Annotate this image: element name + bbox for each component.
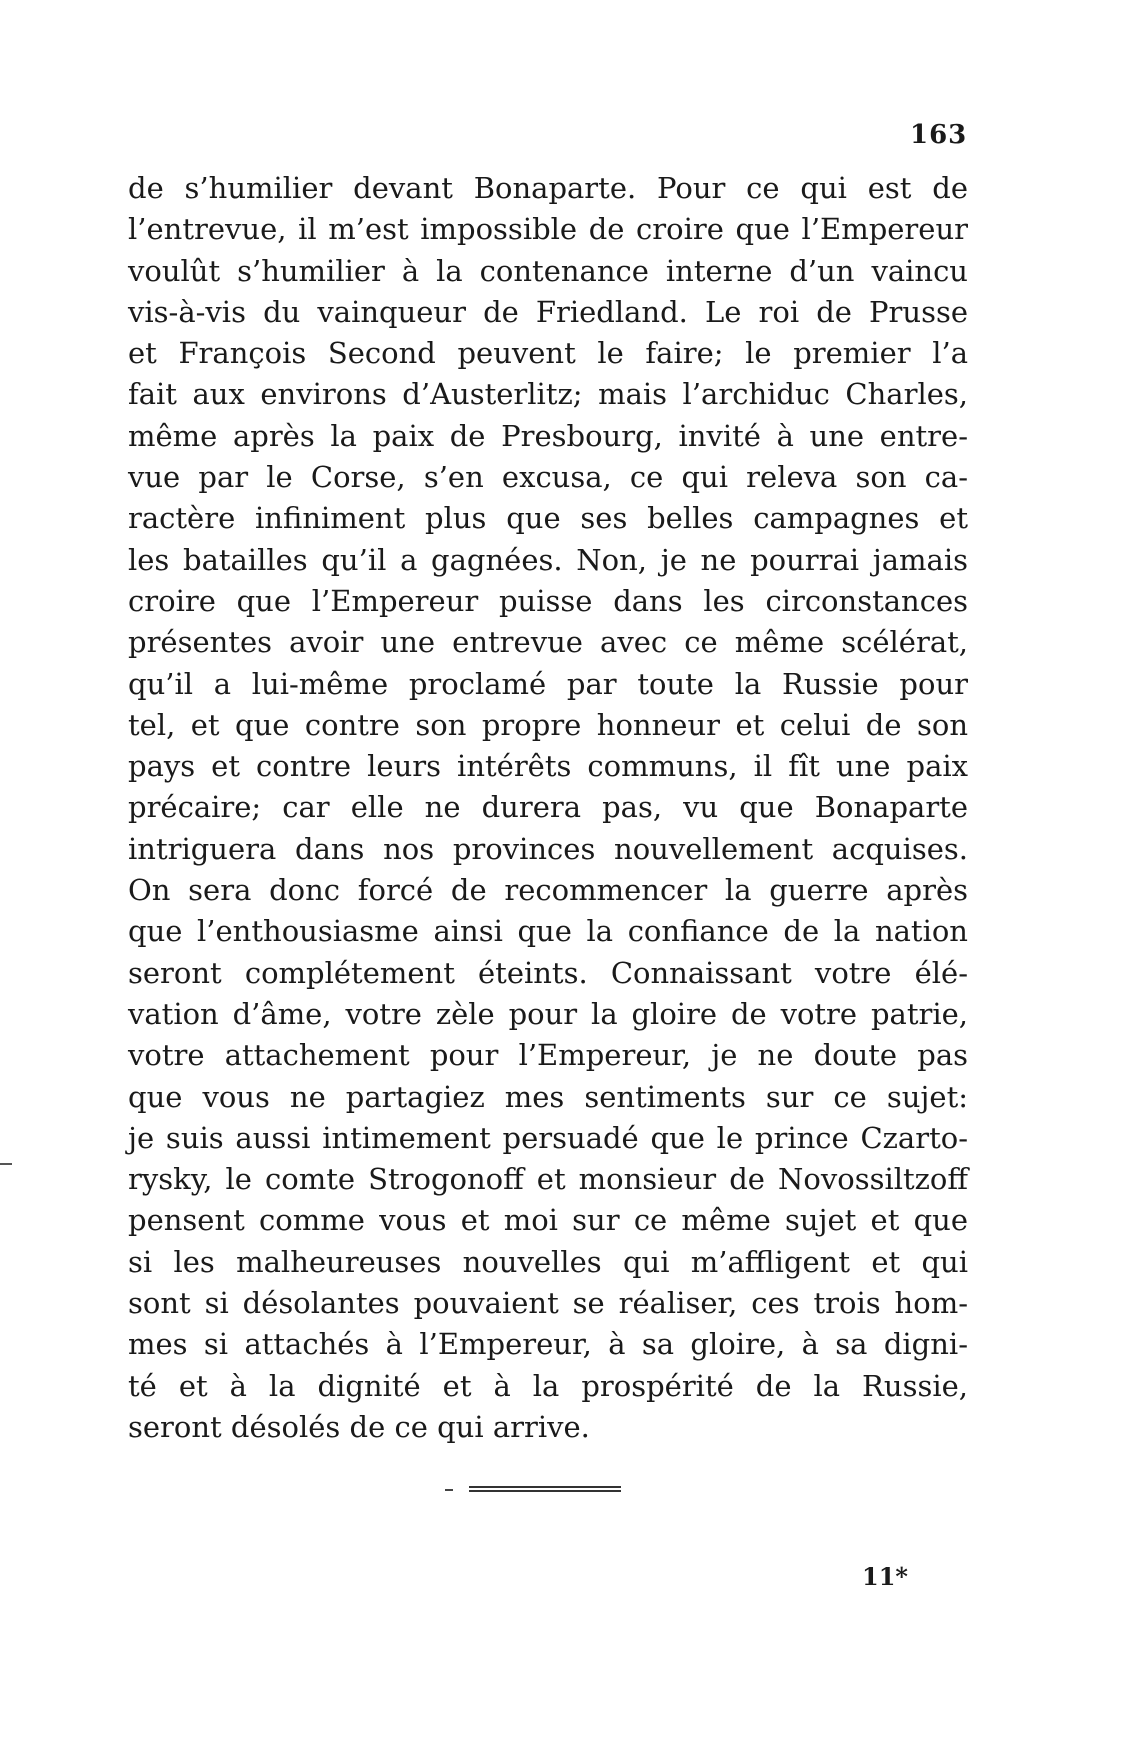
text-line: On sera donc forcé de recommencer la guerre après	[128, 873, 968, 908]
text-line: pensent comme vous et moi sur ce même sujet et que	[128, 1203, 968, 1238]
text-line: précaire; car elle ne durera pas, vu que Bonaparte	[128, 790, 968, 825]
text-line: voulût s’humilier à la contenance interne d’un vaincu	[128, 253, 968, 288]
text-line: seront complétement éteints. Connaissant votre élé-	[128, 955, 968, 990]
ornament-rule-top	[469, 1486, 621, 1488]
text-line: que vous ne partagiez mes sentiments sur ce sujet:	[128, 1079, 968, 1114]
text-line: rysky, le comte Strogonoff et monsieur de Novossiltzoff	[128, 1162, 968, 1197]
text-line: té et à la dignité et à la prospérité de la Russie,	[128, 1368, 968, 1403]
text-line: votre attachement pour l’Empereur, je ne doute pas	[128, 1038, 968, 1073]
text-line: ractère infiniment plus que ses belles campagnes et	[128, 501, 968, 536]
end-ornament-rule	[445, 1484, 625, 1494]
text-line: si les malheureuses nouvelles qui m’affligent et qui	[128, 1244, 968, 1279]
ornament-dot	[445, 1489, 453, 1491]
text-line: croire que l’Empereur puisse dans les circonstances	[128, 583, 968, 618]
page-number: 163	[910, 120, 968, 150]
text-line: les batailles qu’il a gagnées. Non, je ne pourrai jamais	[128, 542, 968, 577]
signature-mark: 11*	[862, 1562, 908, 1591]
text-line: l’entrevue, il m’est impossible de croire que l’Empereur	[128, 212, 968, 247]
text-line-last: seront désolés de ce qui arrive.	[128, 1409, 590, 1444]
text-line: même après la paix de Presbourg, invité à une entre-	[128, 418, 968, 453]
text-line: intriguera dans nos provinces nouvellement acquises.	[128, 831, 968, 866]
text-line: vue par le Corse, s’en excusa, ce qui releva son ca-	[128, 460, 968, 495]
text-line: mes si attachés à l’Empereur, à sa gloire, à sa digni-	[128, 1327, 968, 1362]
text-line: sont si désolantes pouvaient se réaliser, ces trois hom-	[128, 1286, 968, 1321]
text-line: qu’il a lui-même proclamé par toute la Russie pour	[128, 666, 968, 701]
text-line: je suis aussi intimement persuadé que le prince Czarto-	[128, 1120, 968, 1155]
text-line: pays et contre leurs intérêts communs, il fît une paix	[128, 749, 968, 784]
margin-mark	[0, 1163, 12, 1165]
ornament-rule-bottom	[469, 1490, 621, 1492]
body-text	[128, 168, 968, 1448]
text-line: et François Second peuvent le faire; le premier l’a	[128, 336, 968, 371]
text-line: vation d’âme, votre zèle pour la gloire de votre patrie,	[128, 996, 968, 1031]
text-line: vis-à-vis du vainqueur de Friedland. Le roi de Prusse	[128, 294, 968, 329]
text-line: de s’humilier devant Bonaparte. Pour ce qui est de	[128, 171, 968, 205]
text-line: fait aux environs d’Austerlitz; mais l’archiduc Charles,	[128, 377, 968, 412]
text-line: que l’enthousiasme ainsi que la confiance de la nation	[128, 914, 968, 949]
text-line: tel, et que contre son propre honneur et celui de son	[128, 707, 968, 742]
text-line: présentes avoir une entrevue avec ce même scélérat,	[128, 625, 968, 660]
